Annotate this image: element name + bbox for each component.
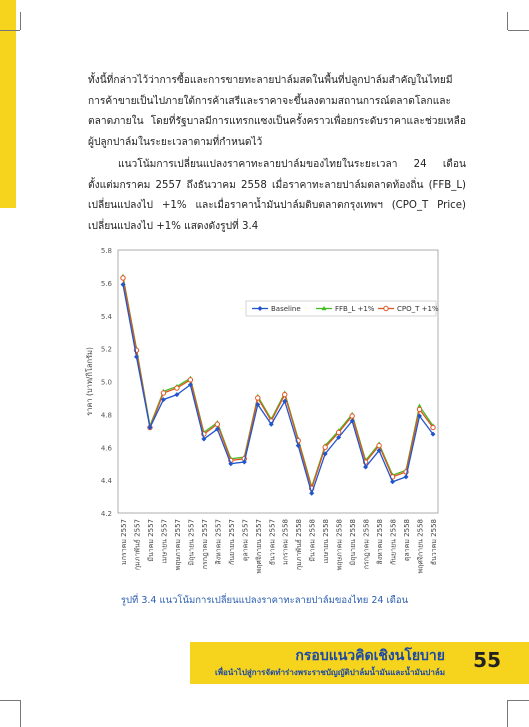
footer-banner — [190, 642, 529, 684]
x-tick-label: พฤศจิกายน 2557 — [254, 519, 263, 574]
x-tick-label: เมษายน 2557 — [160, 519, 169, 564]
x-tick-label: มกราคม 2558 — [281, 519, 290, 565]
x-tick-label: ตุลาคม 2557 — [241, 519, 250, 562]
crop-mark — [20, 12, 21, 30]
y-tick-label: 4.8 — [100, 411, 112, 420]
x-tick-label: ตุลาคม 2558 — [403, 519, 412, 562]
crop-mark — [0, 700, 20, 701]
x-tick-label: มีนาคม 2558 — [308, 519, 317, 562]
crop-mark — [20, 700, 21, 727]
crop-mark — [507, 12, 508, 30]
x-tick-label: กันยายน 2557 — [227, 519, 236, 565]
legend-label: FFB_L +1% — [335, 305, 375, 314]
data-point — [161, 391, 165, 395]
legend-label: CPO_T +1% — [397, 305, 439, 314]
x-tick-label: กันยายน 2558 — [389, 519, 398, 565]
x-tick-label: มิถุนายน 2557 — [187, 519, 196, 566]
y-tick-label: 4.2 — [100, 510, 112, 518]
price-trend-chart — [70, 238, 455, 588]
x-tick-label: พฤศจิกายน 2558 — [416, 519, 425, 574]
data-point — [336, 430, 340, 434]
data-point — [431, 425, 435, 429]
x-tick-label: มกราคม 2557 — [120, 519, 128, 565]
decorative-yellow-bar — [0, 0, 16, 208]
x-tick-label: เมษายน 2558 — [322, 519, 331, 564]
y-tick-label: 5.6 — [100, 279, 112, 288]
legend-marker — [384, 306, 388, 310]
data-point — [350, 414, 354, 418]
y-tick-label: 4.4 — [100, 477, 112, 486]
data-point — [283, 392, 287, 396]
x-tick-label: กรกฎาคม 2557 — [200, 519, 209, 570]
body-paragraph-1: ทั้งนี้ที่กล่าวไว้ว่าการซื้อและการขายทะลายปาล์มสดในพื้นที่ปลูกปาล์มสำคัญในไทยมีการค้าขายเป็นไปภายใต้การค้าเสรีและราคาจะขึ้นลงตามสถานการณ์ตลาดโลกและตลาดภายใน โดยที่รัฐบาลมีการแทรกแซงเป็นครั้งคราวเพื่อยกระดับราคาและช่วยเหลือผู้ปลูกปาล์มในระยะเวลาตามที่กำหนดไว้ — [88, 75, 466, 148]
data-point — [188, 378, 192, 382]
x-tick-label: มิถุนายน 2558 — [349, 519, 358, 566]
crop-mark — [508, 30, 529, 31]
x-tick-label: กุมภาพันธ์ 2558 — [295, 519, 304, 571]
x-tick-label: พฤษภาคม 2557 — [173, 519, 182, 571]
data-point — [256, 396, 260, 400]
x-tick-label: พฤษภาคม 2558 — [335, 519, 344, 571]
page-number: 55 — [473, 648, 501, 672]
footer-subtitle: เพื่อนำไปสู่การจัดทำร่างพระราชบัญญัติปาล์มน้ำมันและน้ำมันปาล์ม — [215, 668, 445, 677]
x-tick-label: ธันวาคม 2557 — [268, 519, 277, 566]
legend-label: Baseline — [271, 305, 301, 314]
figure-caption: รูปที่ 3.4 แนวโน้มการเปลี่ยนแปลงราคาทะลายปาล์มของไทย 24 เดือน — [120, 595, 409, 606]
data-point — [417, 407, 421, 411]
y-tick-label: 5.8 — [100, 247, 112, 255]
data-point — [175, 386, 179, 390]
data-point — [377, 443, 381, 447]
y-axis-label: ราคา (บาท/กิโลกรัม) — [85, 347, 94, 416]
data-point — [215, 422, 219, 426]
x-tick-label: สิงหาคม 2558 — [376, 519, 385, 565]
crop-mark — [0, 30, 20, 31]
x-tick-label: มีนาคม 2557 — [146, 519, 155, 562]
plot-area — [118, 250, 438, 513]
x-tick-label: สิงหาคม 2557 — [214, 519, 223, 565]
y-tick-label: 5.2 — [100, 345, 112, 354]
x-tick-label: กุมภาพันธ์ 2557 — [133, 519, 142, 571]
body-paragraph-2: แนวโน้มการเปลี่ยนแปลงราคาทะลายปาล์มของไทยในระยะเวลา 24 เดือน ตั้งแต่มกราคม 2557 ถึงธันวาคม 2558 เมื่อราคาทะลายปาล์มตลาดท้องถิ่น (FFB_L) เปลี่ยนแปลงไป +1% และเมื่อราคาน้ำมันปาล์มดิบตลาดกรุงเทพฯ (CPO_T Price) เปลี่ยนแปลงไป +1% แสดงดังรูปที่ 3.4 — [88, 159, 466, 232]
footer-title: กรอบแนวคิดเชิงนโยบาย — [295, 648, 445, 664]
y-tick-label: 5.0 — [100, 378, 112, 387]
crop-mark — [508, 700, 529, 701]
x-tick-label: ธันวาคม 2558 — [430, 519, 438, 566]
data-point — [323, 445, 327, 449]
y-tick-label: 5.4 — [100, 312, 112, 321]
y-tick-label: 4.6 — [100, 444, 112, 453]
x-tick-label: กรกฎาคม 2558 — [362, 519, 371, 570]
data-point — [121, 276, 125, 280]
crop-mark — [507, 700, 508, 727]
